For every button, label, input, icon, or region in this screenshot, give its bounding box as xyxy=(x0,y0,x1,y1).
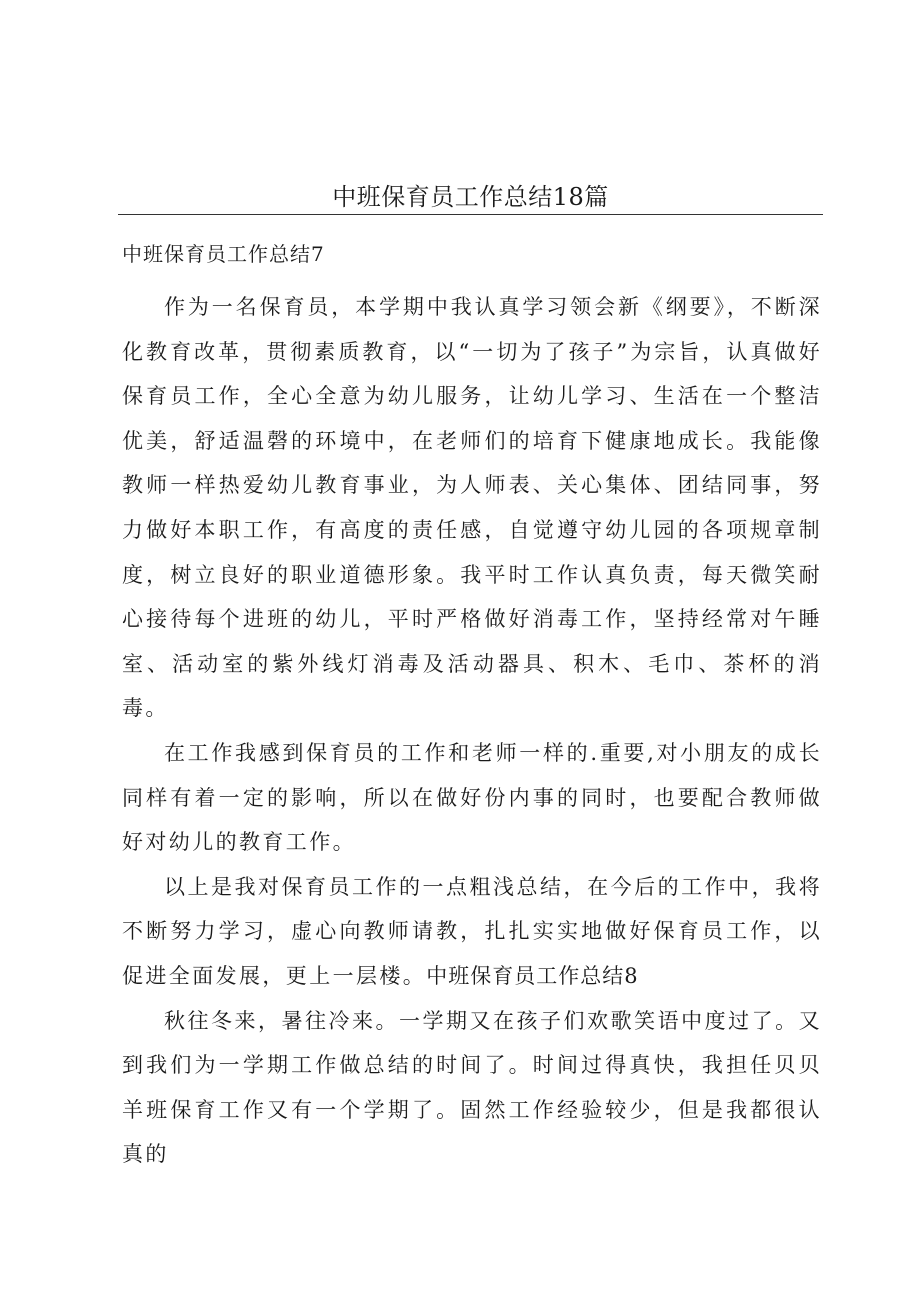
paragraph-3 xyxy=(122,865,822,999)
document-body xyxy=(122,285,822,1177)
paragraph-1: 作为一名保育员，本学期中我认真学习领会新《纲要》，不断深化教育改革，贯彻素质教育，以“一切为了孩子”为宗旨，认真做好保育员工作，全心全意为幼儿服务，让幼儿学习、生活在一个整洁优美，舒适温磬的环境中，在老师们的培育下健康地成长。我能像教师一样热爱幼儿教育事业，为人师表、关心集体、团结同事，努力做好本职工作，有高度的责任感，自觉遵守幼儿园的各项规章制度，树立良好的职业道德形象。我平时工作认真负责，每天微笑耐心接待每个进班的幼儿，平时严格做好消毒工作，坚持经常对午睡室、活动室的紫外线灯消毒及活动器具、积木、毛巾、茶杯的消毒。 xyxy=(122,295,822,721)
title-divider xyxy=(118,214,823,215)
paragraph-2: 在工作我感到保育员的工作和老师一样的.重要,对小朋友的成长同样有着一定的影响，所以在做好份内事的同时，也要配合教师做好对幼儿的教育工作。 xyxy=(122,740,822,855)
paragraph-3-text: 以上是我对保育员工作的一点粗浅总结，在今后的工作中，我将不断努力学习，虚心向教师请教，扎扎实实地做好保育员工作，以促进全面发展，更上一层楼。 xyxy=(122,874,822,988)
page-title: 中班保育员工作总结18篇 xyxy=(332,183,609,211)
inline-section-heading: 中班保育员工作总结8 xyxy=(426,963,639,988)
paragraph-4: 秋往冬来，暑往冷来。一学期又在孩子们欢歌笑语中度过了。又到我们为一学期工作做总结的时间了。时间过得真快，我担任贝贝羊班保育工作又有一个学期了。固然工作经验较少，但是我都很认真的 xyxy=(122,1008,822,1167)
section-heading: 中班保育员工作总结7 xyxy=(122,242,325,266)
